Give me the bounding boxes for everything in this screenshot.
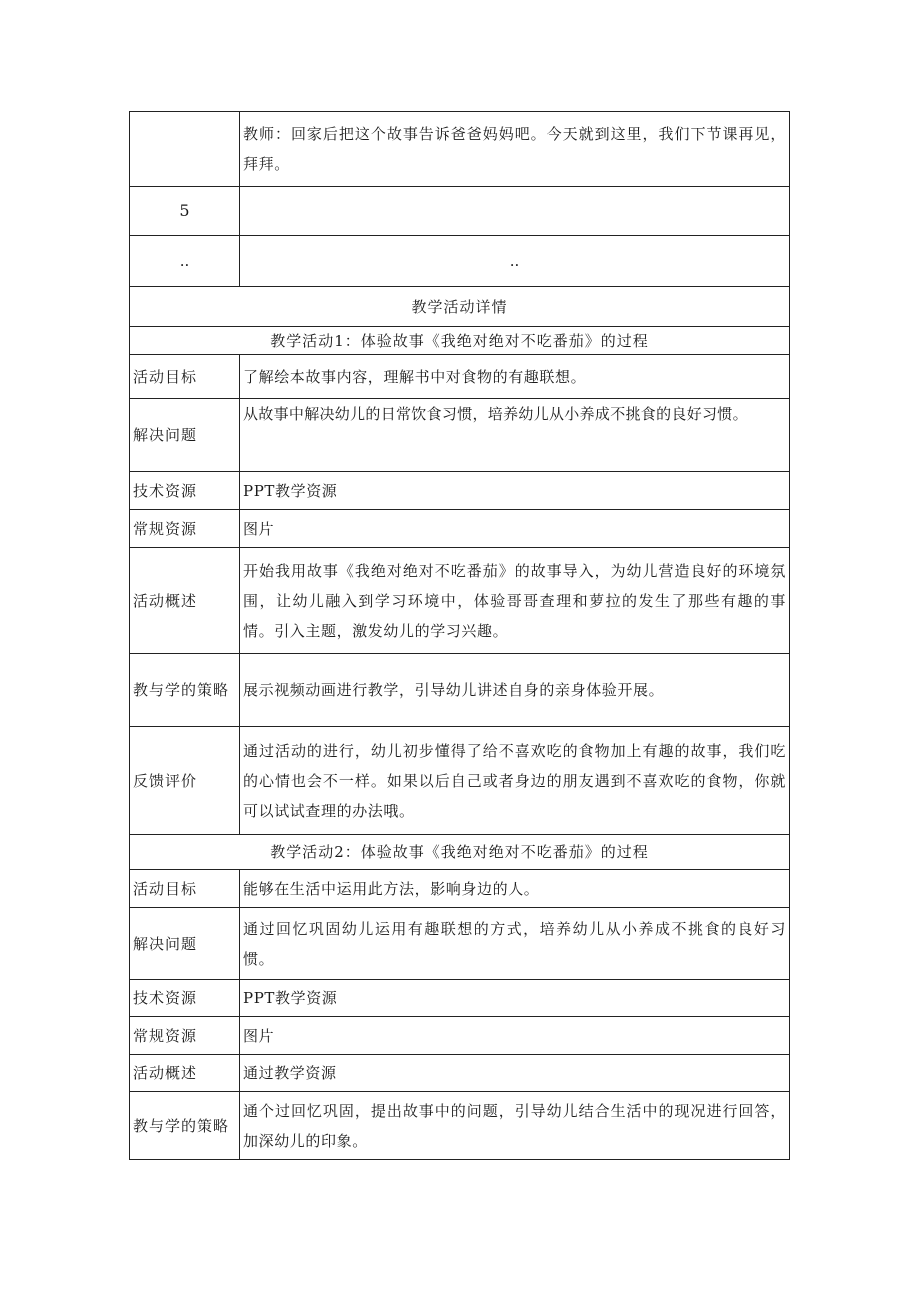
- row-label: 反馈评价: [130, 727, 240, 835]
- section-title-row: [130, 287, 790, 327]
- row-label: 解决问题: [130, 399, 240, 472]
- row-label: 活动目标: [130, 870, 240, 908]
- activity2-title: 教学活动2：体验故事《我绝对绝对不吃番茄》的过程: [130, 835, 790, 870]
- row-value: 了解绘本故事内容，理解书中对食物的有趣联想。: [240, 355, 790, 399]
- activity2-row: [130, 870, 790, 908]
- row-value: 通个过回忆巩固，提出故事中的问题，引导幼儿结合生活中的现况进行回答，加深幼儿的印象。: [240, 1092, 790, 1160]
- row-value: 能够在生活中运用此方法，影响身边的人。: [240, 870, 790, 908]
- activity2-row: [130, 1017, 790, 1055]
- row-value: 图片: [240, 1017, 790, 1055]
- row-label: 教与学的策略: [130, 654, 240, 727]
- empty-cell: [240, 187, 790, 236]
- activity2-row: [130, 1055, 790, 1092]
- row-value: 展示视频动画进行教学，引导幼儿讲述自身的亲身体验开展。: [240, 654, 790, 727]
- activity1-row: [130, 727, 790, 835]
- activity1-row: [130, 548, 790, 654]
- row-value: 通过回忆巩固幼儿运用有趣联想的方式，培养幼儿从小养成不挑食的良好习惯。: [240, 908, 790, 980]
- row-value: 图片: [240, 510, 790, 548]
- row-value: 从故事中解决幼儿的日常饮食习惯，培养幼儿从小养成不挑食的良好习惯。: [240, 399, 790, 472]
- row-value: PPT教学资源: [240, 980, 790, 1017]
- row-value: 通过教学资源: [240, 1055, 790, 1092]
- activity1-row: [130, 399, 790, 472]
- row-label: 活动目标: [130, 355, 240, 399]
- empty-cell: [130, 112, 240, 187]
- row-value: 开始我用故事《我绝对绝对不吃番茄》的故事导入，为幼儿营造良好的环境氛围，让幼儿融入到学习环境中，体验哥哥查理和萝拉的发生了那些有趣的事情。引入主题，激发幼儿的学习兴趣。: [240, 548, 790, 654]
- dots-right: ..: [240, 236, 790, 287]
- row-5: [130, 187, 790, 236]
- row-number: 5: [130, 187, 240, 236]
- closing-text: 教师：回家后把这个故事告诉爸爸妈妈吧。今天就到这里，我们下节课再见，拜拜。: [240, 112, 790, 187]
- row-label: 常规资源: [130, 510, 240, 548]
- row-label: 解决问题: [130, 908, 240, 980]
- activity1-row: [130, 654, 790, 727]
- activity1-row: [130, 510, 790, 548]
- dots-row: [130, 236, 790, 287]
- section-title: 教学活动详情: [130, 287, 790, 327]
- dots-left: ..: [130, 236, 240, 287]
- row-label: 技术资源: [130, 472, 240, 510]
- activity2-row: [130, 980, 790, 1017]
- activity1-row: [130, 472, 790, 510]
- activity1-title-row: [130, 327, 790, 355]
- lesson-plan-table: [129, 111, 790, 1160]
- row-label: 教与学的策略: [130, 1092, 240, 1160]
- activity2-row: [130, 1092, 790, 1160]
- row-label: 活动概述: [130, 548, 240, 654]
- row-label: 常规资源: [130, 1017, 240, 1055]
- activity1-title: 教学活动1：体验故事《我绝对绝对不吃番茄》的过程: [130, 327, 790, 355]
- closing-row: [130, 112, 790, 187]
- row-value: PPT教学资源: [240, 472, 790, 510]
- activity2-row: [130, 908, 790, 980]
- row-value: 通过活动的进行，幼儿初步懂得了给不喜欢吃的食物加上有趣的故事，我们吃的心情也会不一样。如果以后自己或者身边的朋友遇到不喜欢吃的食物，你就可以试试查理的办法哦。: [240, 727, 790, 835]
- activity2-title-row: [130, 835, 790, 870]
- row-label: 技术资源: [130, 980, 240, 1017]
- row-label: 活动概述: [130, 1055, 240, 1092]
- activity1-row: [130, 355, 790, 399]
